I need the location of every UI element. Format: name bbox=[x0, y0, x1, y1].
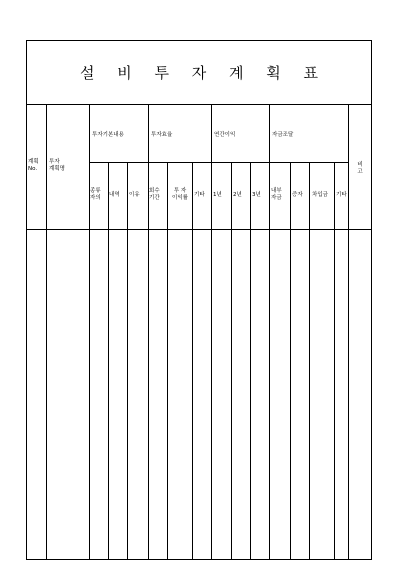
col-divider-sub bbox=[127, 162, 128, 559]
subheader-detail: 내역 bbox=[109, 192, 120, 198]
col-divider-sub bbox=[250, 162, 251, 559]
subheader-effect-other: 기타 bbox=[194, 192, 205, 198]
subheader-capital-increase: 증자 bbox=[292, 192, 303, 198]
col-divider-sub bbox=[290, 162, 291, 559]
col-divider-effect bbox=[211, 105, 212, 559]
subheader-internal-funds: 내부 자금 bbox=[271, 188, 282, 201]
col-divider-sub bbox=[231, 162, 232, 559]
col-divider-plan-no bbox=[46, 105, 47, 559]
subheader-year-3: 3년 bbox=[252, 192, 261, 198]
col-divider-sub bbox=[167, 162, 168, 559]
subheader-funding-other: 기타 bbox=[336, 192, 347, 198]
group-header-basic: 투자기본내용 bbox=[92, 132, 124, 138]
subheader-payback-period: 회수 기간 bbox=[149, 188, 160, 201]
subheader-reason: 이유 bbox=[129, 192, 140, 198]
plan-table bbox=[27, 105, 371, 559]
col-divider-basic bbox=[148, 105, 149, 559]
col-divider-sub bbox=[108, 162, 109, 559]
col-divider-savings bbox=[269, 105, 270, 559]
group-header-effect: 투자효율 bbox=[151, 132, 173, 138]
col-divider-sub bbox=[334, 162, 335, 559]
col-divider-sub bbox=[192, 162, 193, 559]
col-divider-sub bbox=[309, 162, 310, 559]
planning-sheet bbox=[26, 40, 372, 560]
header-plan-name: 투자 계획명 bbox=[49, 159, 65, 172]
group-header-savings: 연간이익 bbox=[214, 132, 236, 138]
group-header-funding: 자금조달 bbox=[272, 132, 294, 138]
subheader-type: 종류 자의 bbox=[90, 188, 101, 201]
subheader-year-2: 2년 bbox=[233, 192, 242, 198]
subheader-loan: 차입금 bbox=[312, 192, 328, 198]
subheader-year-1: 1년 bbox=[213, 192, 222, 198]
page-title: 설 비 투 자 계 획 표 bbox=[27, 41, 371, 105]
subheader-return-rate: 투 자 이익률 bbox=[172, 188, 188, 201]
col-divider-plan-name bbox=[89, 105, 90, 559]
header-plan-no: 계획 No. bbox=[28, 159, 39, 172]
header-remarks: 비 고 bbox=[357, 162, 363, 175]
header-bottom-border bbox=[27, 229, 371, 230]
